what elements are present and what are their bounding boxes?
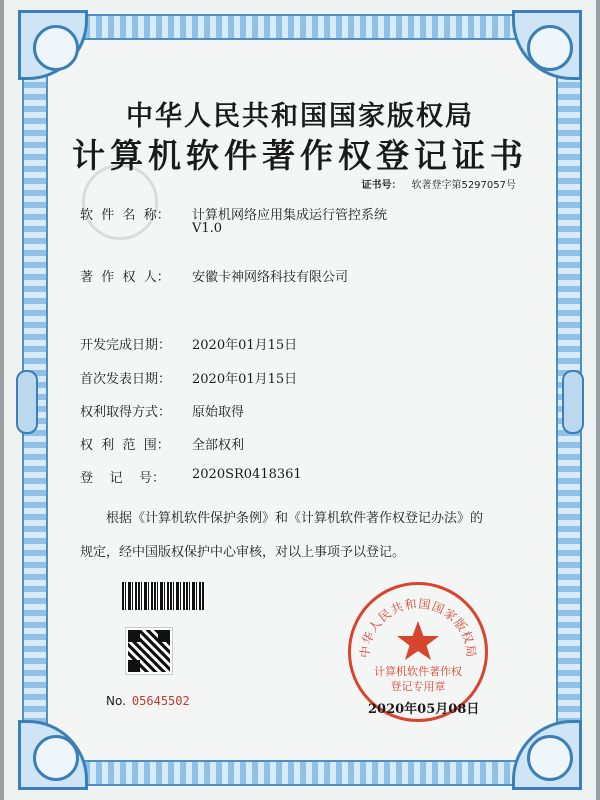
issuer-title: 中华人民共和国国家版权局 [126,101,474,132]
serial-number [106,694,190,708]
issue-date: 2020年05月08日 [368,702,480,717]
field-label: 登 记 号： [80,471,166,486]
qr-code [126,628,172,674]
field-label: 首次发表日期： [80,372,172,387]
certificate-number-value: 软著登字第5297057号 [411,180,516,191]
seal-ring-text: 中华人民共和国国家版权局 [357,596,479,659]
statement-paragraph [80,502,540,570]
certificate-number [361,176,516,191]
field-value: 原始取得 [192,405,245,420]
field-label: 著 作 权 人： [80,270,170,285]
serial-value: 05645502 [131,694,190,708]
seal-line-2: 登记专用章 [390,680,446,693]
field-value: 2020SR0418361 [192,467,302,482]
seal-star-icon [397,621,439,660]
serial-label: No. [106,694,126,708]
field-value: 全部权利 [192,438,245,453]
field-value: 安徽卡神网络科技有限公司 [192,270,349,285]
certificate-title: 计算机软件著作权登记证书 [72,136,528,175]
field-label: 权 利 范 围： [80,438,170,453]
barcode [122,582,204,610]
statement-line-1: 根据《计算机软件保护条例》和《计算机软件著作权登记办法》的 [106,511,484,526]
field-label: 开发完成日期： [80,338,172,353]
field-value: 2020年01月15日 [192,372,298,387]
field-value: 计算机网络应用集成运行管控系统 [192,208,388,223]
side-ornament-left-icon [16,370,38,434]
seal-line-1: 计算机软件著作权 [374,665,462,678]
side-ornament-right-icon [562,370,584,434]
certificate-number-label: 证书号： [361,180,402,191]
field-value: 2020年01月15日 [192,338,298,353]
field-value-version: V1.0 [192,221,223,236]
field-label: 权利取得方式： [80,405,172,420]
field-label: 软 件 名 称： [80,208,170,223]
statement-line-2: 规定，经中国版权保护中心审核，对以上事项予以登记。 [80,545,406,560]
